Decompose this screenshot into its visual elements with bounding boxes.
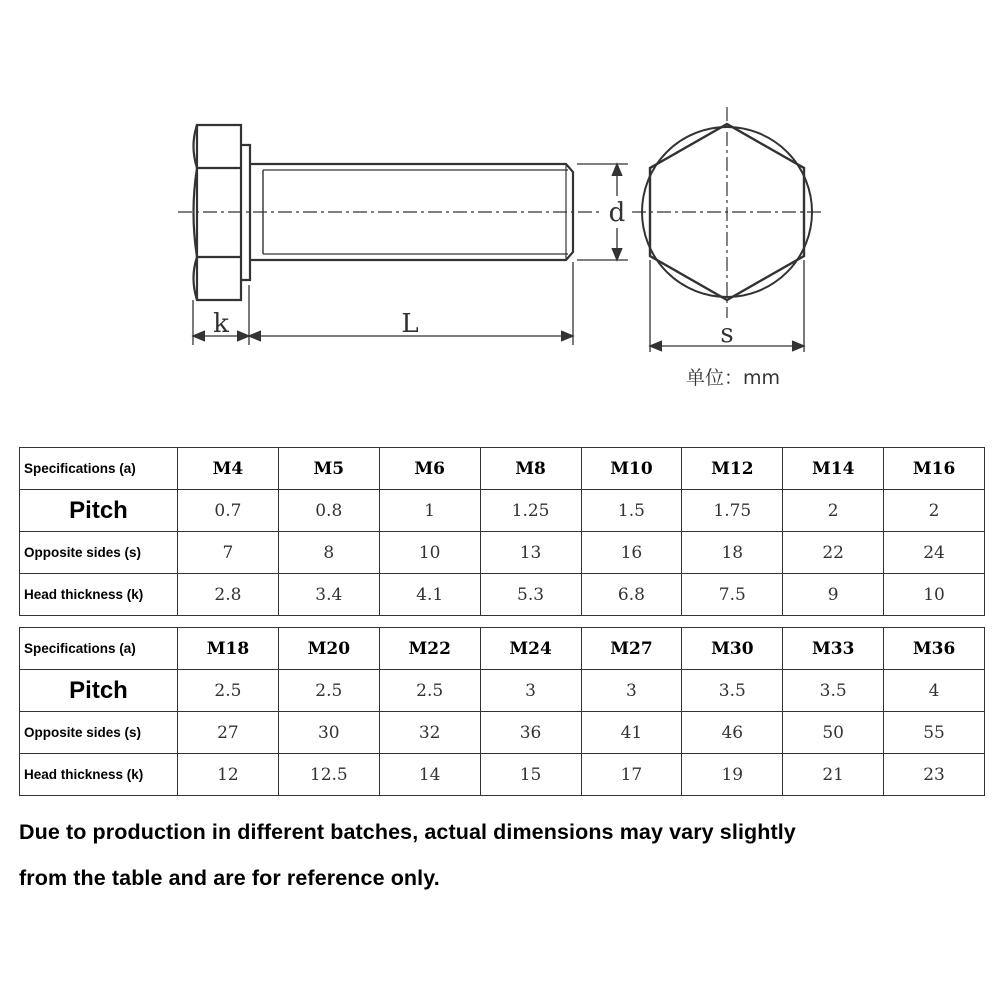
spec-cell: M24 <box>480 628 581 670</box>
value-cell: 17 <box>581 754 682 796</box>
value-cell: 19 <box>682 754 783 796</box>
value-cell: 10 <box>884 574 985 616</box>
value-cell: 27 <box>178 712 279 754</box>
value-cell: 3.5 <box>783 670 884 712</box>
value-cell: 0.7 <box>178 490 279 532</box>
value-cell: 24 <box>884 532 985 574</box>
label-L: L <box>401 309 419 339</box>
row-label: Pitch <box>20 670 178 712</box>
value-cell: 1.75 <box>682 490 783 532</box>
spec-cell: M33 <box>783 628 884 670</box>
value-cell: 2.5 <box>178 670 279 712</box>
value-cell: 23 <box>884 754 985 796</box>
table-row <box>20 670 985 712</box>
value-cell: 30 <box>278 712 379 754</box>
value-cell: 1.25 <box>480 490 581 532</box>
table-row <box>20 628 985 670</box>
row-label: Head thickness (k) <box>20 754 178 796</box>
value-cell: 12 <box>178 754 279 796</box>
table-row <box>20 532 985 574</box>
spec-cell: M4 <box>178 448 279 490</box>
value-cell: 0.8 <box>278 490 379 532</box>
spec-cell: M10 <box>581 448 682 490</box>
spec-cell: M8 <box>480 448 581 490</box>
table-row <box>20 754 985 796</box>
value-cell: 3 <box>581 670 682 712</box>
value-cell: 2 <box>783 490 884 532</box>
value-cell: 1.5 <box>581 490 682 532</box>
value-cell: 21 <box>783 754 884 796</box>
value-cell: 9 <box>783 574 884 616</box>
value-cell: 12.5 <box>278 754 379 796</box>
value-cell: 16 <box>581 532 682 574</box>
spec-cell: M22 <box>379 628 480 670</box>
table-row <box>20 574 985 616</box>
value-cell: 7 <box>178 532 279 574</box>
value-cell: 2.8 <box>178 574 279 616</box>
spec-cell: M12 <box>682 448 783 490</box>
value-cell: 1 <box>379 490 480 532</box>
row-label: Specifications (a) <box>20 448 178 490</box>
value-cell: 2.5 <box>379 670 480 712</box>
bolt-dimension-drawing <box>0 0 1000 440</box>
value-cell: 2.5 <box>278 670 379 712</box>
spec-cell: M20 <box>278 628 379 670</box>
row-label: Pitch <box>20 490 178 532</box>
value-cell: 50 <box>783 712 884 754</box>
value-cell: 32 <box>379 712 480 754</box>
spec-table-1 <box>19 447 985 616</box>
value-cell: 7.5 <box>682 574 783 616</box>
label-d: d <box>608 198 626 228</box>
value-cell: 8 <box>278 532 379 574</box>
value-cell: 36 <box>480 712 581 754</box>
table-row <box>20 712 985 754</box>
value-cell: 2 <box>884 490 985 532</box>
value-cell: 4.1 <box>379 574 480 616</box>
value-cell: 3.4 <box>278 574 379 616</box>
unit-label: 单位：mm <box>686 367 781 389</box>
value-cell: 6.8 <box>581 574 682 616</box>
value-cell: 14 <box>379 754 480 796</box>
label-s: s <box>720 319 734 349</box>
label-k: k <box>213 309 229 339</box>
table-row <box>20 448 985 490</box>
table-row <box>20 490 985 532</box>
disclaimer-line-2: from the table and are for reference only. <box>19 866 440 890</box>
value-cell: 46 <box>682 712 783 754</box>
value-cell: 41 <box>581 712 682 754</box>
value-cell: 15 <box>480 754 581 796</box>
value-cell: 4 <box>884 670 985 712</box>
row-label: Opposite sides (s) <box>20 712 178 754</box>
value-cell: 13 <box>480 532 581 574</box>
value-cell: 3 <box>480 670 581 712</box>
spec-table-2 <box>19 627 985 796</box>
value-cell: 18 <box>682 532 783 574</box>
spec-cell: M6 <box>379 448 480 490</box>
row-label: Opposite sides (s) <box>20 532 178 574</box>
spec-cell: M36 <box>884 628 985 670</box>
disclaimer-line-1: Due to production in different batches, actual dimensions may vary slightly <box>19 820 796 844</box>
spec-cell: M5 <box>278 448 379 490</box>
row-label: Head thickness (k) <box>20 574 178 616</box>
value-cell: 5.3 <box>480 574 581 616</box>
bolt-head-end-view <box>632 107 822 318</box>
spec-cell: M16 <box>884 448 985 490</box>
row-label: Specifications (a) <box>20 628 178 670</box>
spec-cell: M14 <box>783 448 884 490</box>
spec-cell: M27 <box>581 628 682 670</box>
value-cell: 22 <box>783 532 884 574</box>
value-cell: 3.5 <box>682 670 783 712</box>
value-cell: 55 <box>884 712 985 754</box>
value-cell: 10 <box>379 532 480 574</box>
spec-cell: M18 <box>178 628 279 670</box>
spec-cell: M30 <box>682 628 783 670</box>
